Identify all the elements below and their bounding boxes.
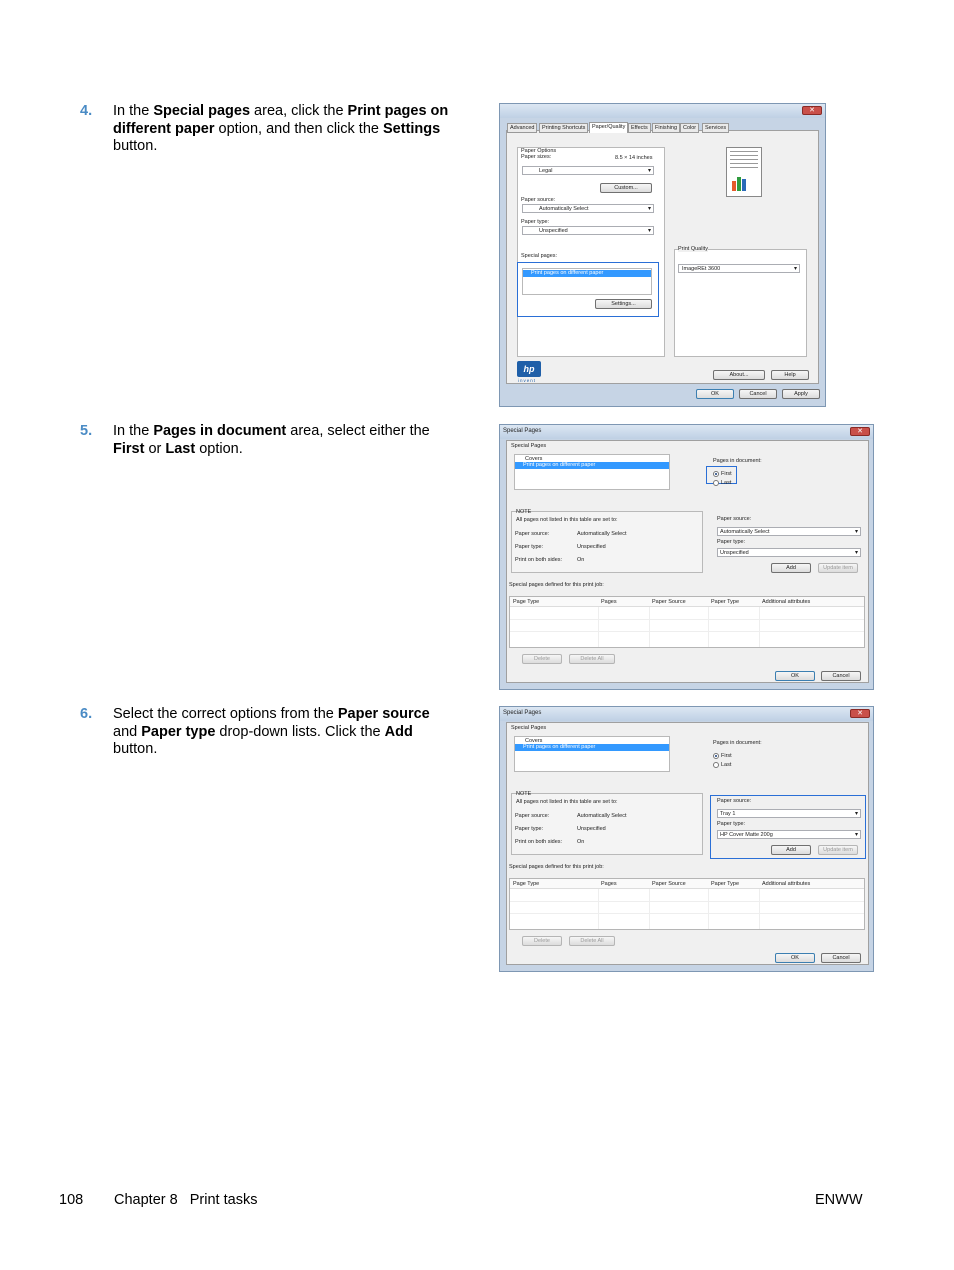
hp-logo: hp [517,361,541,377]
special-pages-table[interactable] [509,878,865,930]
paper-source-label: Paper source: [717,798,752,804]
cancel-button[interactable]: Cancel [739,389,777,399]
first-radio[interactable] [713,753,719,759]
about-button[interactable]: About... [713,370,765,380]
paper-type-select[interactable]: Unspecified ▾ [717,548,861,557]
paper-source-label: Paper source: [717,516,752,522]
last-label: Last [721,762,732,768]
note-paper-source-value: Automatically Select [577,531,627,537]
note-paper-type-key: Paper type: [515,826,544,832]
tab-paper-quality[interactable]: Paper/Quality [589,122,628,133]
delete-button[interactable]: Delete [522,654,562,664]
delete-button[interactable]: Delete [522,936,562,946]
column-paper-source: Paper Source [652,881,686,887]
ok-button[interactable]: OK [696,389,734,399]
print-quality-select[interactable]: ImageREt 3600 ▾ [678,264,800,273]
paper-size-select[interactable]: Legal ▾ [522,166,654,175]
paper-source-select[interactable]: Automatically Select ▾ [522,204,654,213]
close-icon[interactable]: ✕ [850,709,870,718]
title-bar [500,707,873,721]
list-item-covers[interactable]: Covers [525,738,543,744]
tab-advanced[interactable]: Advanced [507,123,537,133]
paper-type-label: Paper type: [717,821,746,827]
note-paper-source-value: Automatically Select [577,813,627,819]
settings-button[interactable]: Settings... [595,299,652,309]
paper-type-label: Paper type: [717,539,746,545]
step-number: 4. [80,103,93,119]
custom-button[interactable]: Custom... [600,183,652,193]
pages-in-document-label: Pages in document: [713,458,762,464]
ok-button[interactable]: OK [775,671,815,681]
column-pages: Pages [601,599,617,605]
group-label: Special Pages [511,725,547,731]
paper-preview-icon [726,147,762,197]
first-label: First [721,753,732,759]
note-paper-type-value: Unspecified [577,544,606,550]
tab-page [506,130,819,384]
hp-tagline: invent [518,378,537,383]
paper-source-select[interactable]: Tray 1 ▾ [717,809,861,818]
update-item-button[interactable]: Update item [818,563,858,573]
paper-source-label: Paper source: [521,197,556,203]
column-paper-source: Paper Source [652,599,686,605]
first-label: First [721,471,732,477]
column-pages: Pages [601,881,617,887]
note-label: NOTE [516,509,532,515]
note-text: All pages not listed in this table are set to: [516,799,618,805]
tab-color[interactable]: Color [680,123,699,133]
last-radio[interactable] [713,762,719,768]
table-header [510,597,864,607]
note-print-both-value: On [577,839,585,845]
group-label: Special Pages [511,443,547,449]
step-text: Select the correct options from the Paper source and Paper type drop-down lists. Click the Add button. [113,706,430,757]
special-pages-item[interactable]: Print pages on different paper [523,270,651,277]
note-print-both-key: Print on both sides: [515,557,563,563]
column-additional-attributes: Additional attributes [762,881,811,887]
list-item-different-paper[interactable]: Print pages on different paper [515,462,669,469]
note-text: All pages not listed in this table are set to: [516,517,618,523]
paper-options-group [517,147,665,357]
tab-strip [507,123,807,134]
title-bar [500,104,825,118]
defined-pages-label: Special pages defined for this print job: [509,864,604,870]
tab-printing-shortcuts[interactable]: Printing Shortcuts [539,123,588,133]
ok-button[interactable]: OK [775,953,815,963]
footer-right: ENWW [815,1192,863,1208]
tab-finishing[interactable]: Finishing [652,123,680,133]
cancel-button[interactable]: Cancel [821,671,861,681]
paper-sizes-label: Paper sizes: [521,154,552,160]
list-item-covers[interactable]: Covers [525,456,543,462]
note-label: NOTE [516,791,532,797]
step-text: In the Pages in document area, select either the First or Last option. [113,423,430,457]
last-label: Last [721,480,732,486]
close-icon[interactable]: ✕ [802,106,822,115]
note-print-both-value: On [577,557,585,563]
dialog-title: Special Pages [503,428,542,434]
first-radio[interactable] [713,471,719,477]
special-pages-label: Special pages: [521,253,558,259]
help-button[interactable]: Help [771,370,809,380]
dialog-title: Special Pages [503,710,542,716]
step-6 [80,706,450,759]
special-pages-table[interactable] [509,596,865,648]
step-number: 5. [80,423,93,439]
paper-type-select[interactable]: Unspecified ▾ [522,226,654,235]
delete-all-button[interactable]: Delete All [569,654,615,664]
step-4 [80,103,450,156]
close-icon[interactable]: ✕ [850,427,870,436]
step-5 [80,423,450,458]
dialog-body [506,722,869,965]
note-paper-source-key: Paper source: [515,813,550,819]
column-additional-attributes: Additional attributes [762,599,811,605]
table-header [510,879,864,889]
paper-type-select[interactable]: HP Cover Matte 200g ▾ [717,830,861,839]
add-button[interactable]: Add [771,563,811,573]
column-paper-type: Paper Type [711,881,740,887]
note-print-both-key: Print on both sides: [515,839,563,845]
last-radio[interactable] [713,480,719,486]
defined-pages-label: Special pages defined for this print job: [509,582,604,588]
update-item-button[interactable]: Update item [818,845,858,855]
paper-source-select[interactable]: Automatically Select ▾ [717,527,861,536]
delete-all-button[interactable]: Delete All [569,936,615,946]
pages-in-document-label: Pages in document: [713,740,762,746]
add-button[interactable]: Add [771,845,811,855]
printer-properties-dialog [499,103,826,407]
note-paper-source-key: Paper source: [515,531,550,537]
column-page-type: Page Type [513,881,540,887]
column-page-type: Page Type [513,599,540,605]
paper-options-label: Paper Options [521,148,557,154]
step-number: 6. [80,706,93,722]
tab-services[interactable]: Services [702,123,729,133]
paper-type-label: Paper type: [521,219,550,225]
column-paper-type: Paper Type [711,599,740,605]
tab-effects[interactable]: Effects [628,123,651,133]
special-pages-dialog-step5 [499,424,874,690]
cancel-button[interactable]: Cancel [821,953,861,963]
special-pages-dialog-step6 [499,706,874,972]
step-text: In the Special pages area, click the Print pages on different paper option, and then click the Settings button. [113,103,449,154]
note-paper-type-value: Unspecified [577,826,606,832]
page-number: 108 [59,1192,84,1208]
list-item-different-paper[interactable]: Print pages on different paper [515,744,669,751]
apply-button[interactable]: Apply [782,389,820,399]
dialog-body [506,440,869,683]
print-quality-label: Print Quality [678,246,708,252]
title-bar [500,425,873,439]
chapter-title: Chapter 8 Print tasks [114,1192,258,1208]
paper-size-dimensions: 8.5 × 14 inches [615,155,653,161]
note-paper-type-key: Paper type: [515,544,544,550]
